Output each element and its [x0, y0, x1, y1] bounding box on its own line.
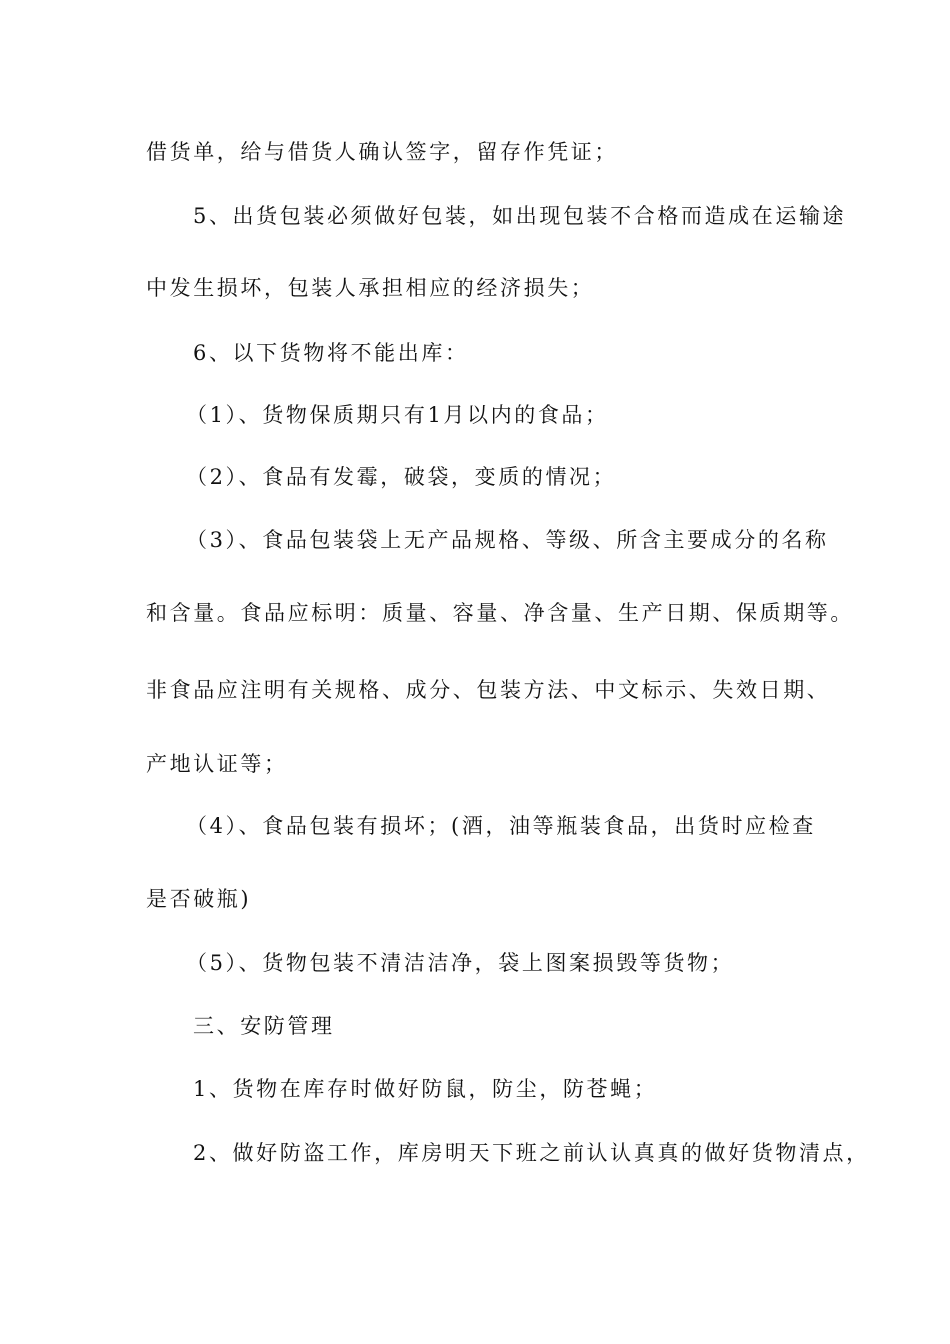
- text-line: （2）、食品有发霉，破袋，变质的情况；: [186, 465, 617, 489]
- text-line: 5、出货包装必须做好包装，如出现包装不合格而造成在运输途: [193, 204, 847, 228]
- text-line: 和含量。食品应标明：质量、容量、净含量、生产日期、保质期等。: [146, 601, 854, 625]
- text-line: 中发生损坏，包装人承担相应的经济损失；: [146, 276, 595, 300]
- text-line: （4）、食品包装有损坏；(酒，油等瓶装食品，出货时应检查: [186, 814, 816, 838]
- text-line: 非食品应注明有关规格、成分、包装方法、中文标示、失效日期、: [146, 678, 831, 702]
- text-line: 1、货物在库存时做好防鼠，防尘，防苍蝇；: [193, 1077, 658, 1101]
- text-line: 2、做好防盗工作，库房明天下班之前认认真真的做好货物清点，: [193, 1141, 870, 1165]
- text-line: （3）、食品包装袋上无产品规格、等级、所含主要成分的名称: [186, 528, 829, 552]
- text-line: 是否破瓶): [146, 887, 252, 911]
- text-line: 6、以下货物将不能出库：: [193, 341, 469, 365]
- text-line: （5）、货物包装不清洁洁净，袋上图案损毁等货物；: [186, 951, 735, 975]
- text-line: 三、安防管理: [193, 1014, 335, 1038]
- text-line: （1）、货物保质期只有1月以内的食品；: [186, 403, 609, 427]
- text-line: 借货单，给与借货人确认签字，留存作凭证；: [146, 140, 618, 164]
- text-line: 产地认证等；: [146, 752, 288, 776]
